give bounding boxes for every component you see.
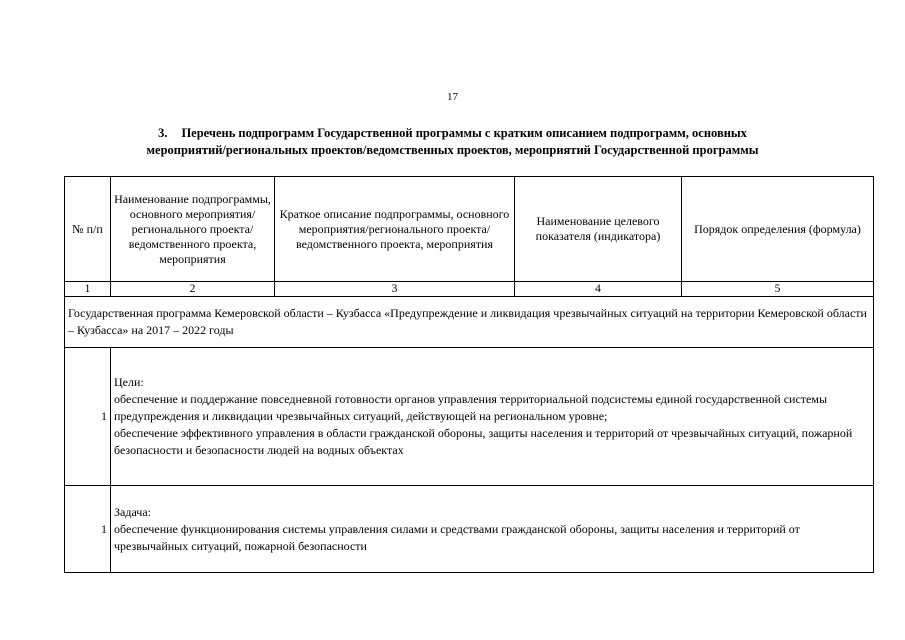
- goals-label: Цели:: [114, 375, 144, 389]
- column-number-1: 1: [65, 282, 111, 297]
- goals-row: [65, 348, 874, 486]
- program-name: Государственная программа Кемеровской области – Кузбасса «Предупреждение и ликвидация чрезвычайных ситуаций на территории Кемеровской области – Кузбасса» на 2017 – 2022 годы: [65, 297, 874, 348]
- column-number-4: 4: [515, 282, 682, 297]
- program-row: [65, 297, 874, 348]
- header-indicator-name: Наименование целевого показателя (индикатора): [515, 177, 682, 282]
- header-number: № п/п: [65, 177, 111, 282]
- section-title: [80, 125, 825, 159]
- task-label: Задача:: [114, 504, 151, 519]
- task-text-1: обеспечение функционирования системы управления силами и средствами гражданской обороны, защиты населения и территорий от чрезвычайных ситуаций, пожарной безопасности: [114, 521, 800, 553]
- header-description: Краткое описание подпрограммы, основного мероприятия/регионального проекта/ведомственного проекта, мероприятия: [275, 177, 515, 282]
- task-content: [111, 486, 874, 573]
- section-title-line-2: мероприятий/региональных проектов/ведомственных проектов, мероприятий Государственной программы: [146, 143, 759, 157]
- task-row: [65, 486, 874, 573]
- header-subprogram-name: Наименование подпрограммы, основного мероприятия/ регионального проекта/ведомственного проекта, мероприятия: [111, 177, 275, 282]
- goals-text-2: обеспечение эффективного управления в области гражданской обороны, защиты населения и территорий от чрезвычайных ситуаций, пожарной безопасности и безопасности людей на водных объектах: [114, 426, 853, 457]
- goals-content: [111, 348, 874, 486]
- column-number-row: [65, 282, 874, 297]
- goals-text-1: обеспечение и поддержание повседневной готовности органов управления территориальной подсистемы единой государственной системы предупреждения и ликвидации чрезвычайных ситуаций, действующей на региональном уровне;: [114, 392, 828, 423]
- header-row: [65, 177, 874, 282]
- header-formula: Порядок определения (формула): [682, 177, 874, 282]
- subprograms-table: [64, 176, 874, 573]
- goals-index: 1: [65, 348, 111, 486]
- section-title-text-1: Перечень подпрограмм Государственной программы с кратким описанием подпрограмм, основных: [181, 126, 747, 140]
- section-title-line-1: [80, 125, 825, 142]
- section-number: 3.: [158, 126, 168, 140]
- task-index: 1: [65, 486, 111, 573]
- column-number-2: 2: [111, 282, 275, 297]
- column-number-5: 5: [682, 282, 874, 297]
- page-number: 17: [447, 91, 458, 103]
- column-number-3: 3: [275, 282, 515, 297]
